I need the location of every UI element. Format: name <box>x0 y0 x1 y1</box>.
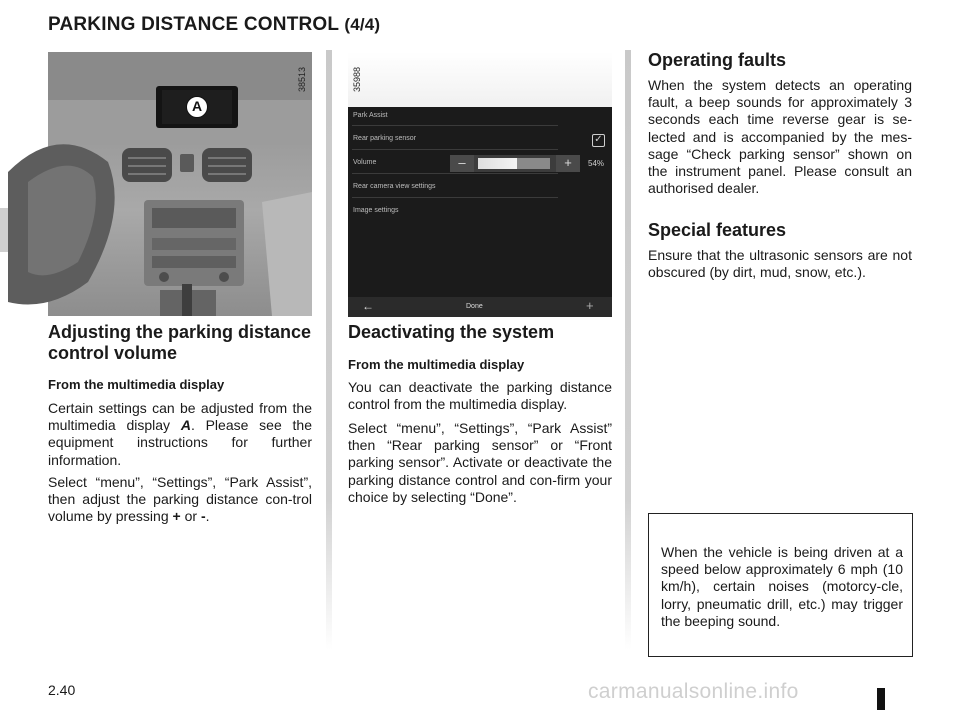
volume-slider-fill <box>478 158 517 169</box>
volume-percent: 54% <box>588 159 605 168</box>
row-divider <box>352 197 558 198</box>
text-span: Select “menu”, “Settings”, “Park Assist”, then adjust the parking distance con-trol volume by pressing <box>48 474 312 525</box>
row-divider <box>352 149 558 150</box>
page-edge-mark <box>877 688 885 710</box>
deactivating-heading: Deactivating the system <box>348 322 555 342</box>
menu-item-rear-parking-sensor[interactable]: Rear parking sensor <box>353 135 417 142</box>
page-number: 2.40 <box>48 682 76 698</box>
checkbox-checked-icon[interactable]: ✓ <box>592 134 605 147</box>
deactivating-subheading: From the multimedia display <box>348 357 525 372</box>
volume-paragraph-1 <box>48 400 312 469</box>
note-box <box>648 513 913 657</box>
title-text: PARKING DISTANCE CONTROL <box>48 14 339 35</box>
text-span: Certain settings can be adjusted from the multimedia display <box>48 400 312 434</box>
screen-bottom-bar <box>348 297 612 317</box>
text-span: . <box>205 508 210 525</box>
operating-faults-paragraph: When the system detects an operating fault, a beep sounds for approximately 3 seconds each time reverse gear is se-lected and is accompanied by the mes-sage “Check parking sensor” shown on the instrument panel. Please consult an authorised dealer. <box>648 77 912 197</box>
plus-symbol: + <box>172 508 181 525</box>
volume-paragraph-2 <box>48 474 312 526</box>
volume-section-heading: Adjusting the parking distance control volume <box>48 322 312 363</box>
volume-minus-button[interactable]: – <box>450 155 474 172</box>
minus-symbol: - <box>200 508 206 525</box>
page-title <box>48 14 380 36</box>
deactivating-paragraph-2: Select “menu”, “Settings”, “Park Assist” then “Rear parking sensor” or “Front parking sensor”. Activate or deactivate the parking distance control and con-firm your choice by selecting “Done”. <box>348 420 612 505</box>
photo-reference-number: 38513 <box>297 66 307 92</box>
row-divider <box>352 125 558 126</box>
volume-subheading: From the multimedia display <box>48 377 225 392</box>
text-span: . Please see the equipment instructions for further information. <box>48 417 312 468</box>
row-divider <box>352 173 558 174</box>
special-features-paragraph: Ensure that the ultrasonic sensors are not obscured (by dirt, mud, snow, etc.). <box>648 247 912 281</box>
note-text: When the vehicle is being driven at a speed below approximately 6 mph (10 km/h), certain noises (motorcy-cle, lorry, pneumatic drill, etc.) may trigger the beeping sound. <box>661 544 903 629</box>
display-reference: A <box>180 417 191 434</box>
watermark: carmanualsonline.info <box>588 680 799 703</box>
callout-a-badge: A <box>186 96 208 118</box>
deactivating-paragraph-1: You can deactivate the parking distance control from the multimedia display. <box>348 379 612 413</box>
volume-control <box>450 155 580 172</box>
menu-item-image-settings[interactable]: Image settings <box>353 207 399 214</box>
dashboard-illustration <box>48 52 312 316</box>
title-part-indicator: (4/4) <box>344 15 381 34</box>
operating-faults-heading: Operating faults <box>648 50 787 70</box>
back-arrow-icon[interactable]: ← <box>362 299 374 313</box>
multimedia-screen <box>348 107 612 317</box>
volume-slider[interactable] <box>478 158 550 169</box>
menu-item-volume: Volume <box>353 159 377 166</box>
photo-reference-number: 35988 <box>352 66 362 92</box>
column-divider-left <box>326 50 332 650</box>
text-span: or <box>180 508 201 525</box>
special-features-heading: Special features <box>648 220 787 240</box>
dashboard-photo <box>48 52 312 316</box>
volume-plus-button[interactable]: + <box>556 155 580 172</box>
column-divider-right <box>625 50 631 650</box>
plus-icon[interactable]: + <box>586 298 594 313</box>
done-button[interactable]: Done <box>466 303 483 310</box>
menu-item-park-assist[interactable]: Park Assist <box>353 112 388 119</box>
menu-item-rear-camera-settings[interactable]: Rear camera view settings <box>353 183 436 190</box>
multimedia-screen-photo <box>348 52 612 313</box>
